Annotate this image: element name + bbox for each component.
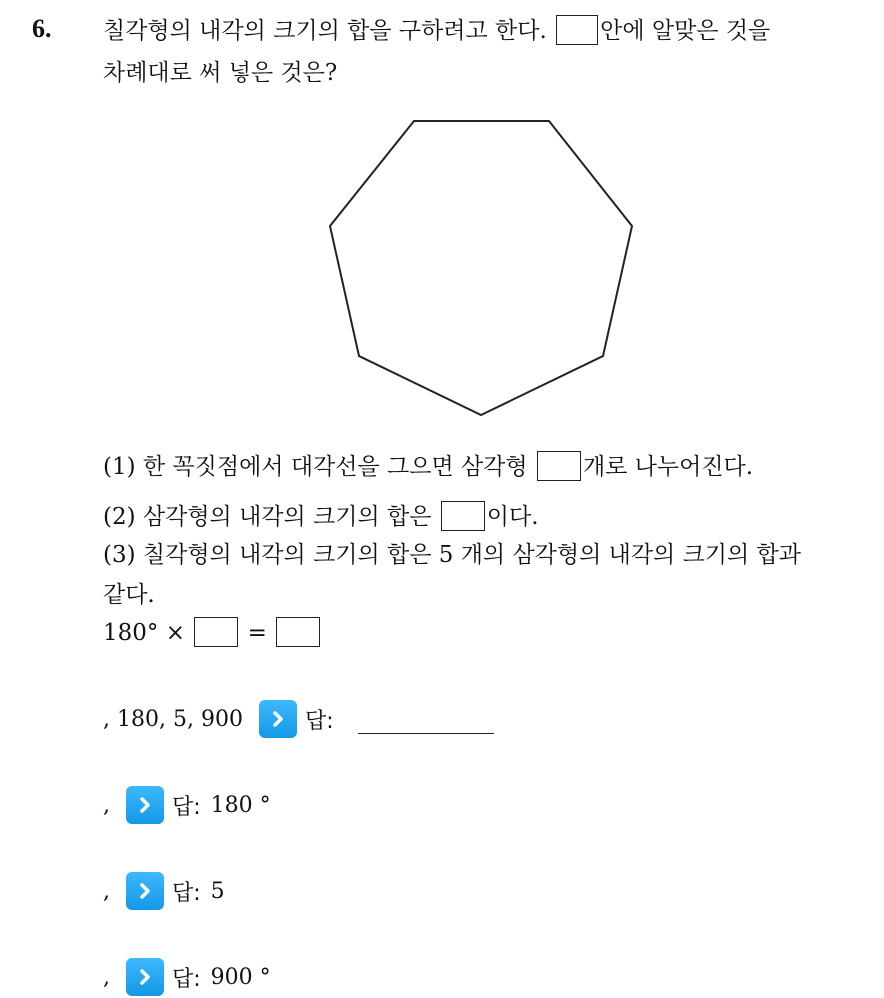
answer-value: 900 °: [210, 964, 271, 990]
question-text-b: 안에 알맞은 것을: [600, 18, 771, 44]
answer-label: 답:: [172, 880, 201, 906]
formula-equals: =: [247, 620, 267, 646]
step-1-blank: [537, 451, 581, 481]
answer-label: 답:: [172, 966, 201, 992]
question-line-2: 차례대로 써 넣은 것은?: [103, 60, 338, 86]
answer-row-3: [103, 958, 271, 996]
step-3-line-1: (3) 칠각형의 내각의 크기의 합은 5 개의 삼각형의 내각의 크기의 합과: [103, 542, 801, 568]
answer-main-text: , 180, 5, 900: [103, 706, 243, 732]
answer-row-2: [103, 872, 225, 910]
answer-blank-line: [358, 732, 494, 734]
step-2-text-b: 이다.: [486, 504, 539, 530]
chevron-right-icon[interactable]: [259, 700, 297, 738]
answer-label: 답:: [304, 708, 334, 734]
heptagon-svg: [320, 110, 640, 420]
step-3-line-2: 같다.: [103, 582, 155, 608]
answer-prefix: ,: [103, 964, 110, 990]
formula-blank-1: [194, 617, 238, 647]
question-text-a: 칠각형의 내각의 크기의 합을 구하려고 한다.: [103, 18, 547, 44]
question-number: 6.: [32, 14, 52, 43]
blank-box: [556, 15, 598, 45]
question-line-1: [103, 14, 770, 48]
step-1-text-b: 개로 나누어진다.: [582, 454, 754, 480]
answer-prefix: ,: [103, 878, 110, 904]
answer-value: 180 °: [210, 792, 271, 818]
answer-row-1: [103, 786, 271, 824]
step-2-blank: [441, 501, 485, 531]
answer-label: 답:: [172, 794, 201, 820]
heptagon-shape: [330, 121, 632, 415]
step-3-formula: [103, 616, 322, 650]
chevron-right-icon[interactable]: [126, 958, 164, 996]
answer-value: 5: [210, 878, 225, 904]
answer-prefix: ,: [103, 792, 110, 818]
formula-blank-2: [276, 617, 320, 647]
step-1: [103, 450, 753, 484]
step-2-text-a: (2) 삼각형의 내각의 크기의 합은: [103, 504, 432, 530]
heptagon-figure: [320, 110, 640, 424]
step-1-text-a: (1) 한 꼭짓점에서 대각선을 그으면 삼각형: [103, 454, 528, 480]
chevron-right-icon[interactable]: [126, 872, 164, 910]
formula-left: 180° ×: [103, 620, 185, 646]
answer-main-row: [103, 700, 494, 738]
step-2: [103, 500, 539, 534]
chevron-right-icon[interactable]: [126, 786, 164, 824]
